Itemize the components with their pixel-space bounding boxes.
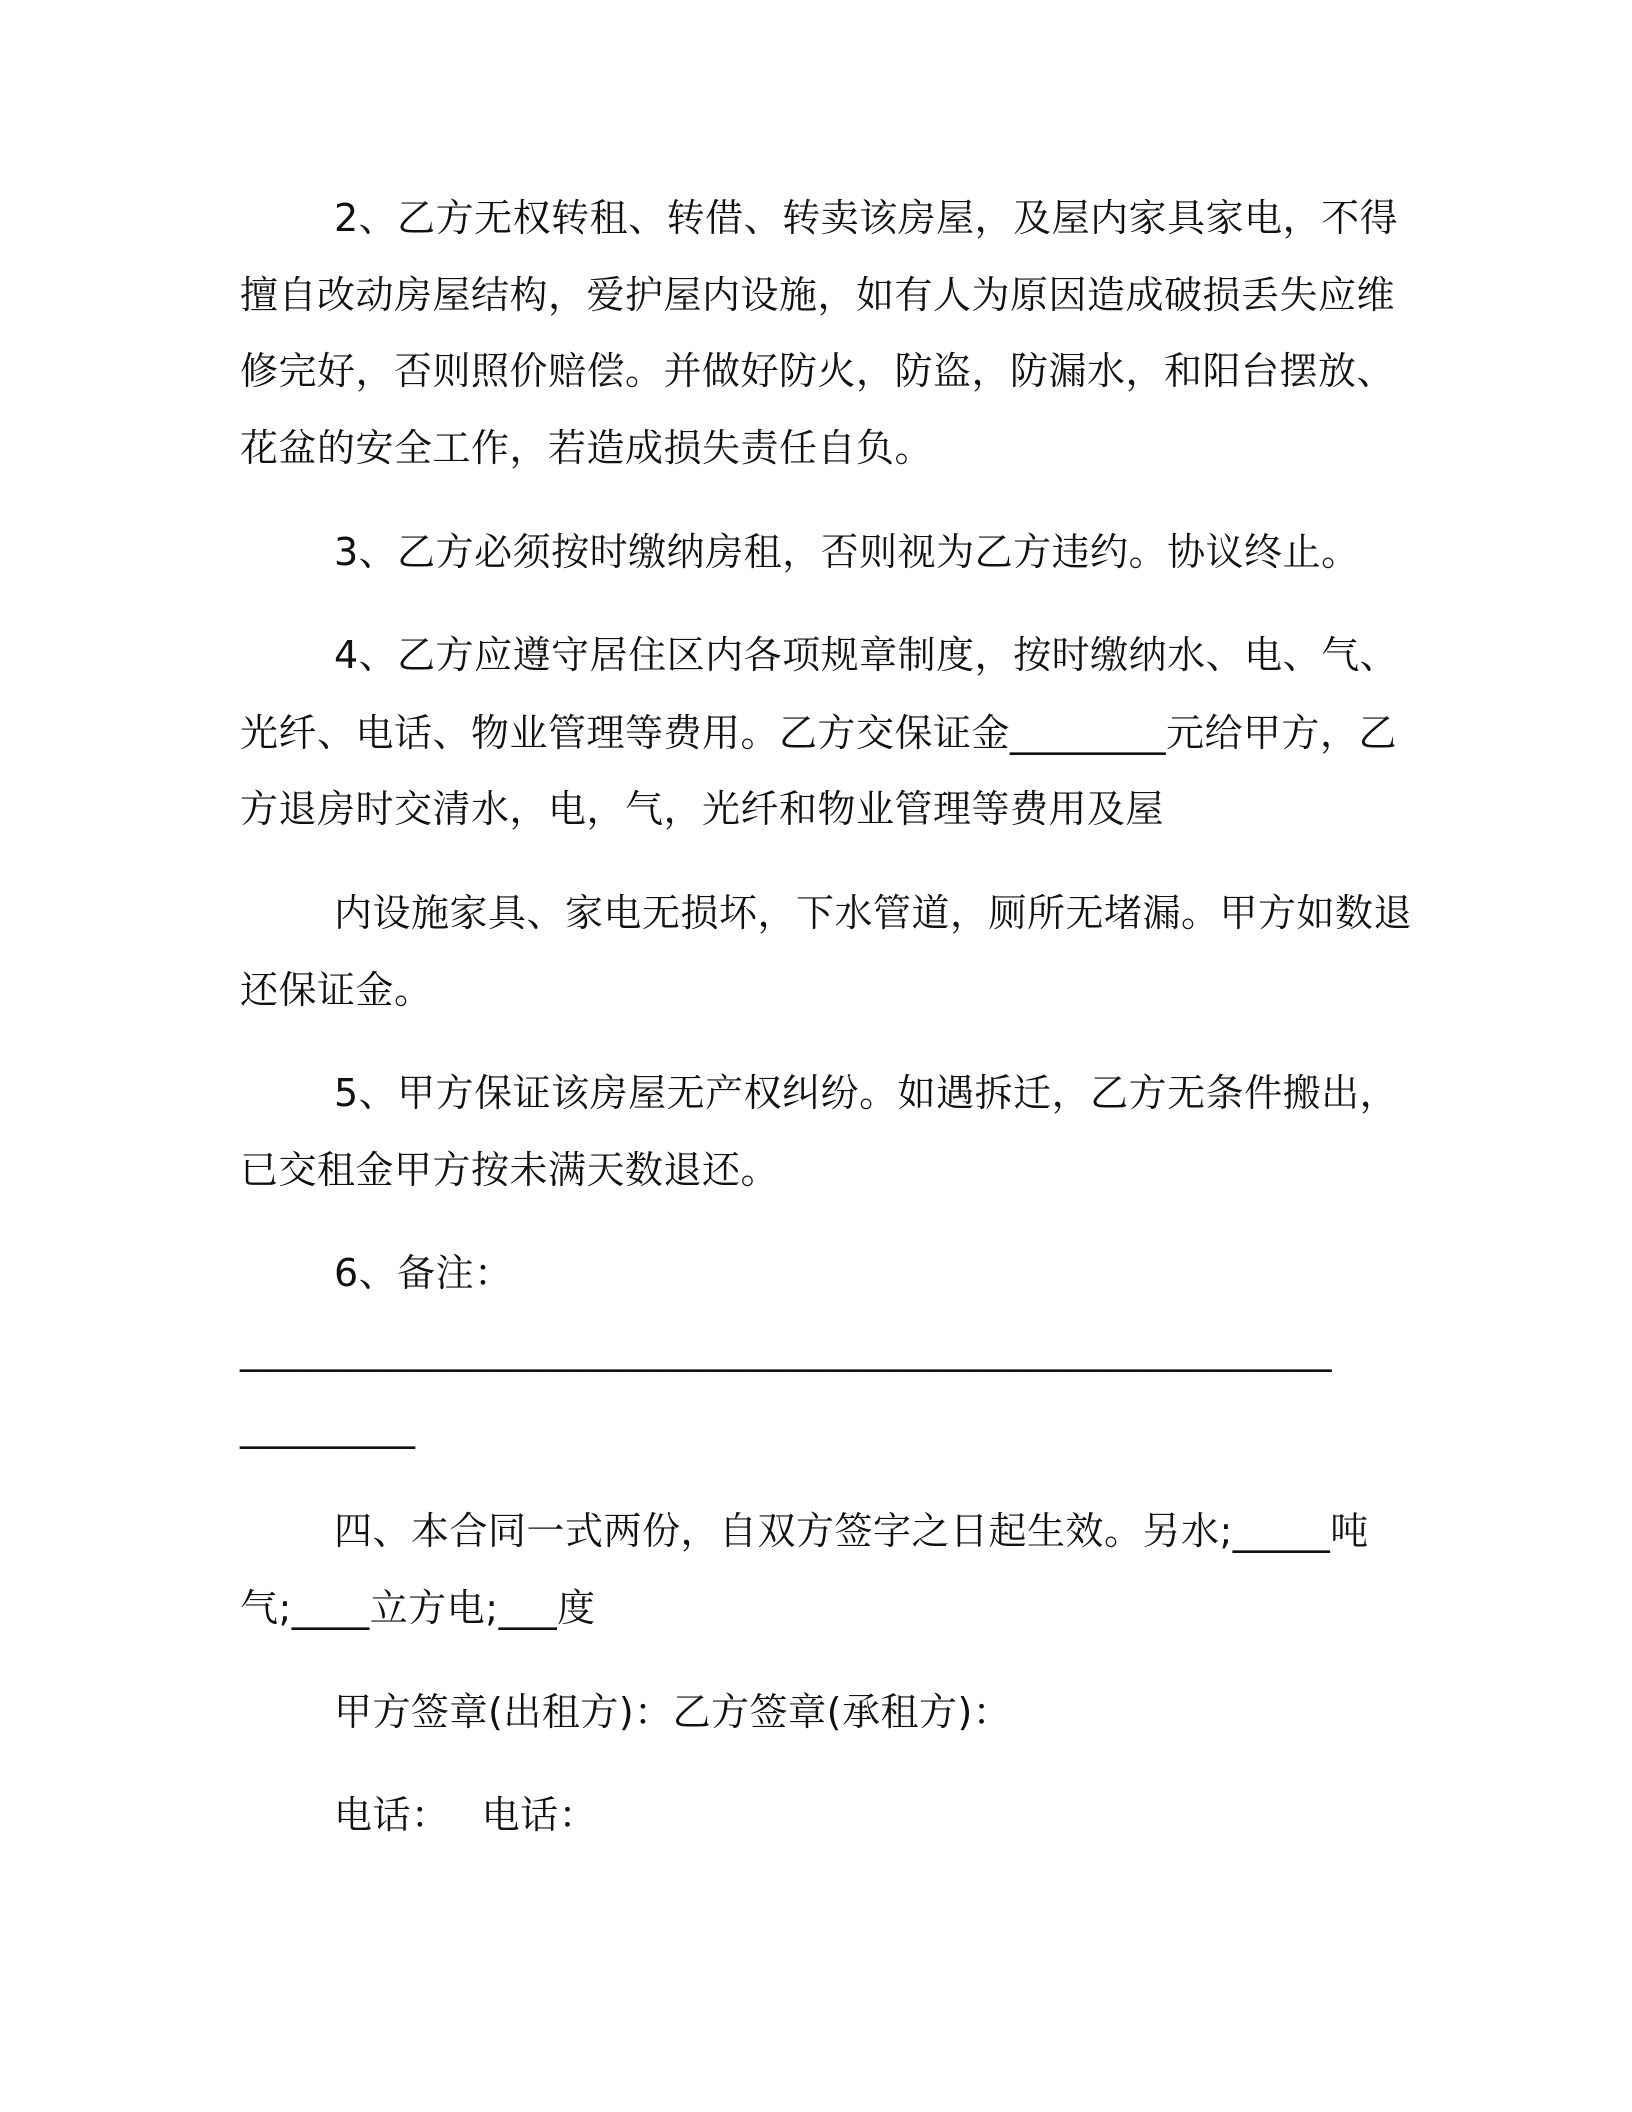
section-4-line-1: 四、本合同一式两份，自双方签字之日起生效。另水;_____吨 [334, 1509, 1369, 1553]
clause-4-line-1: 4、乙方应遵守居住区内各项规章制度，按时缴纳水、电、气、 [334, 633, 1399, 677]
clause-2-line-2: 擅自改动房屋结构，爱护屋内设施，如有人为原因造成破损丢失应维 [240, 273, 1396, 317]
clause-5-line-1: 5、甲方保证该房屋无产权纠纷。如遇拆迁，乙方无条件搬出， [334, 1071, 1399, 1115]
remarks-blank-line-1: ________________________________________________________ [240, 1328, 1332, 1372]
clause-4-line-3: 方退房时交清水，电，气，光纤和物业管理等费用及屋 [240, 787, 1165, 831]
clause-4-line-4: 内设施家具、家电无损坏，下水管道，厕所无堵漏。甲方如数退 [334, 891, 1413, 935]
signature-line: 甲方签章(出租方)：乙方签章(承租方)： [334, 1690, 1012, 1734]
remarks-blank-line-2: _________ [240, 1405, 416, 1449]
clause-2-line-4: 花盆的安全工作，若造成损失责任自负。 [240, 426, 934, 470]
clause-4-line-5: 还保证金。 [240, 968, 433, 1012]
clause-5-line-2: 已交租金甲方按未满天数退还。 [240, 1148, 780, 1192]
clause-4-line-2: 光纤、电话、物业管理等费用。乙方交保证金________元给甲方，乙 [240, 711, 1398, 755]
phone-line: 电话： 电话： [334, 1793, 598, 1837]
section-4-line-2: 气;____立方电;___度 [240, 1586, 596, 1630]
clause-6-line-1: 6、备注： [334, 1251, 513, 1295]
clause-3-line-1: 3、乙方必须按时缴纳房租，否则视为乙方违约。协议终止。 [334, 530, 1360, 574]
clause-2-line-1: 2、乙方无权转租、转借、转卖该房屋，及屋内家具家电，不得 [334, 196, 1399, 240]
clause-2-line-3: 修完好，否则照价赔偿。并做好防火，防盗，防漏水，和阳台摆放、 [240, 349, 1396, 393]
